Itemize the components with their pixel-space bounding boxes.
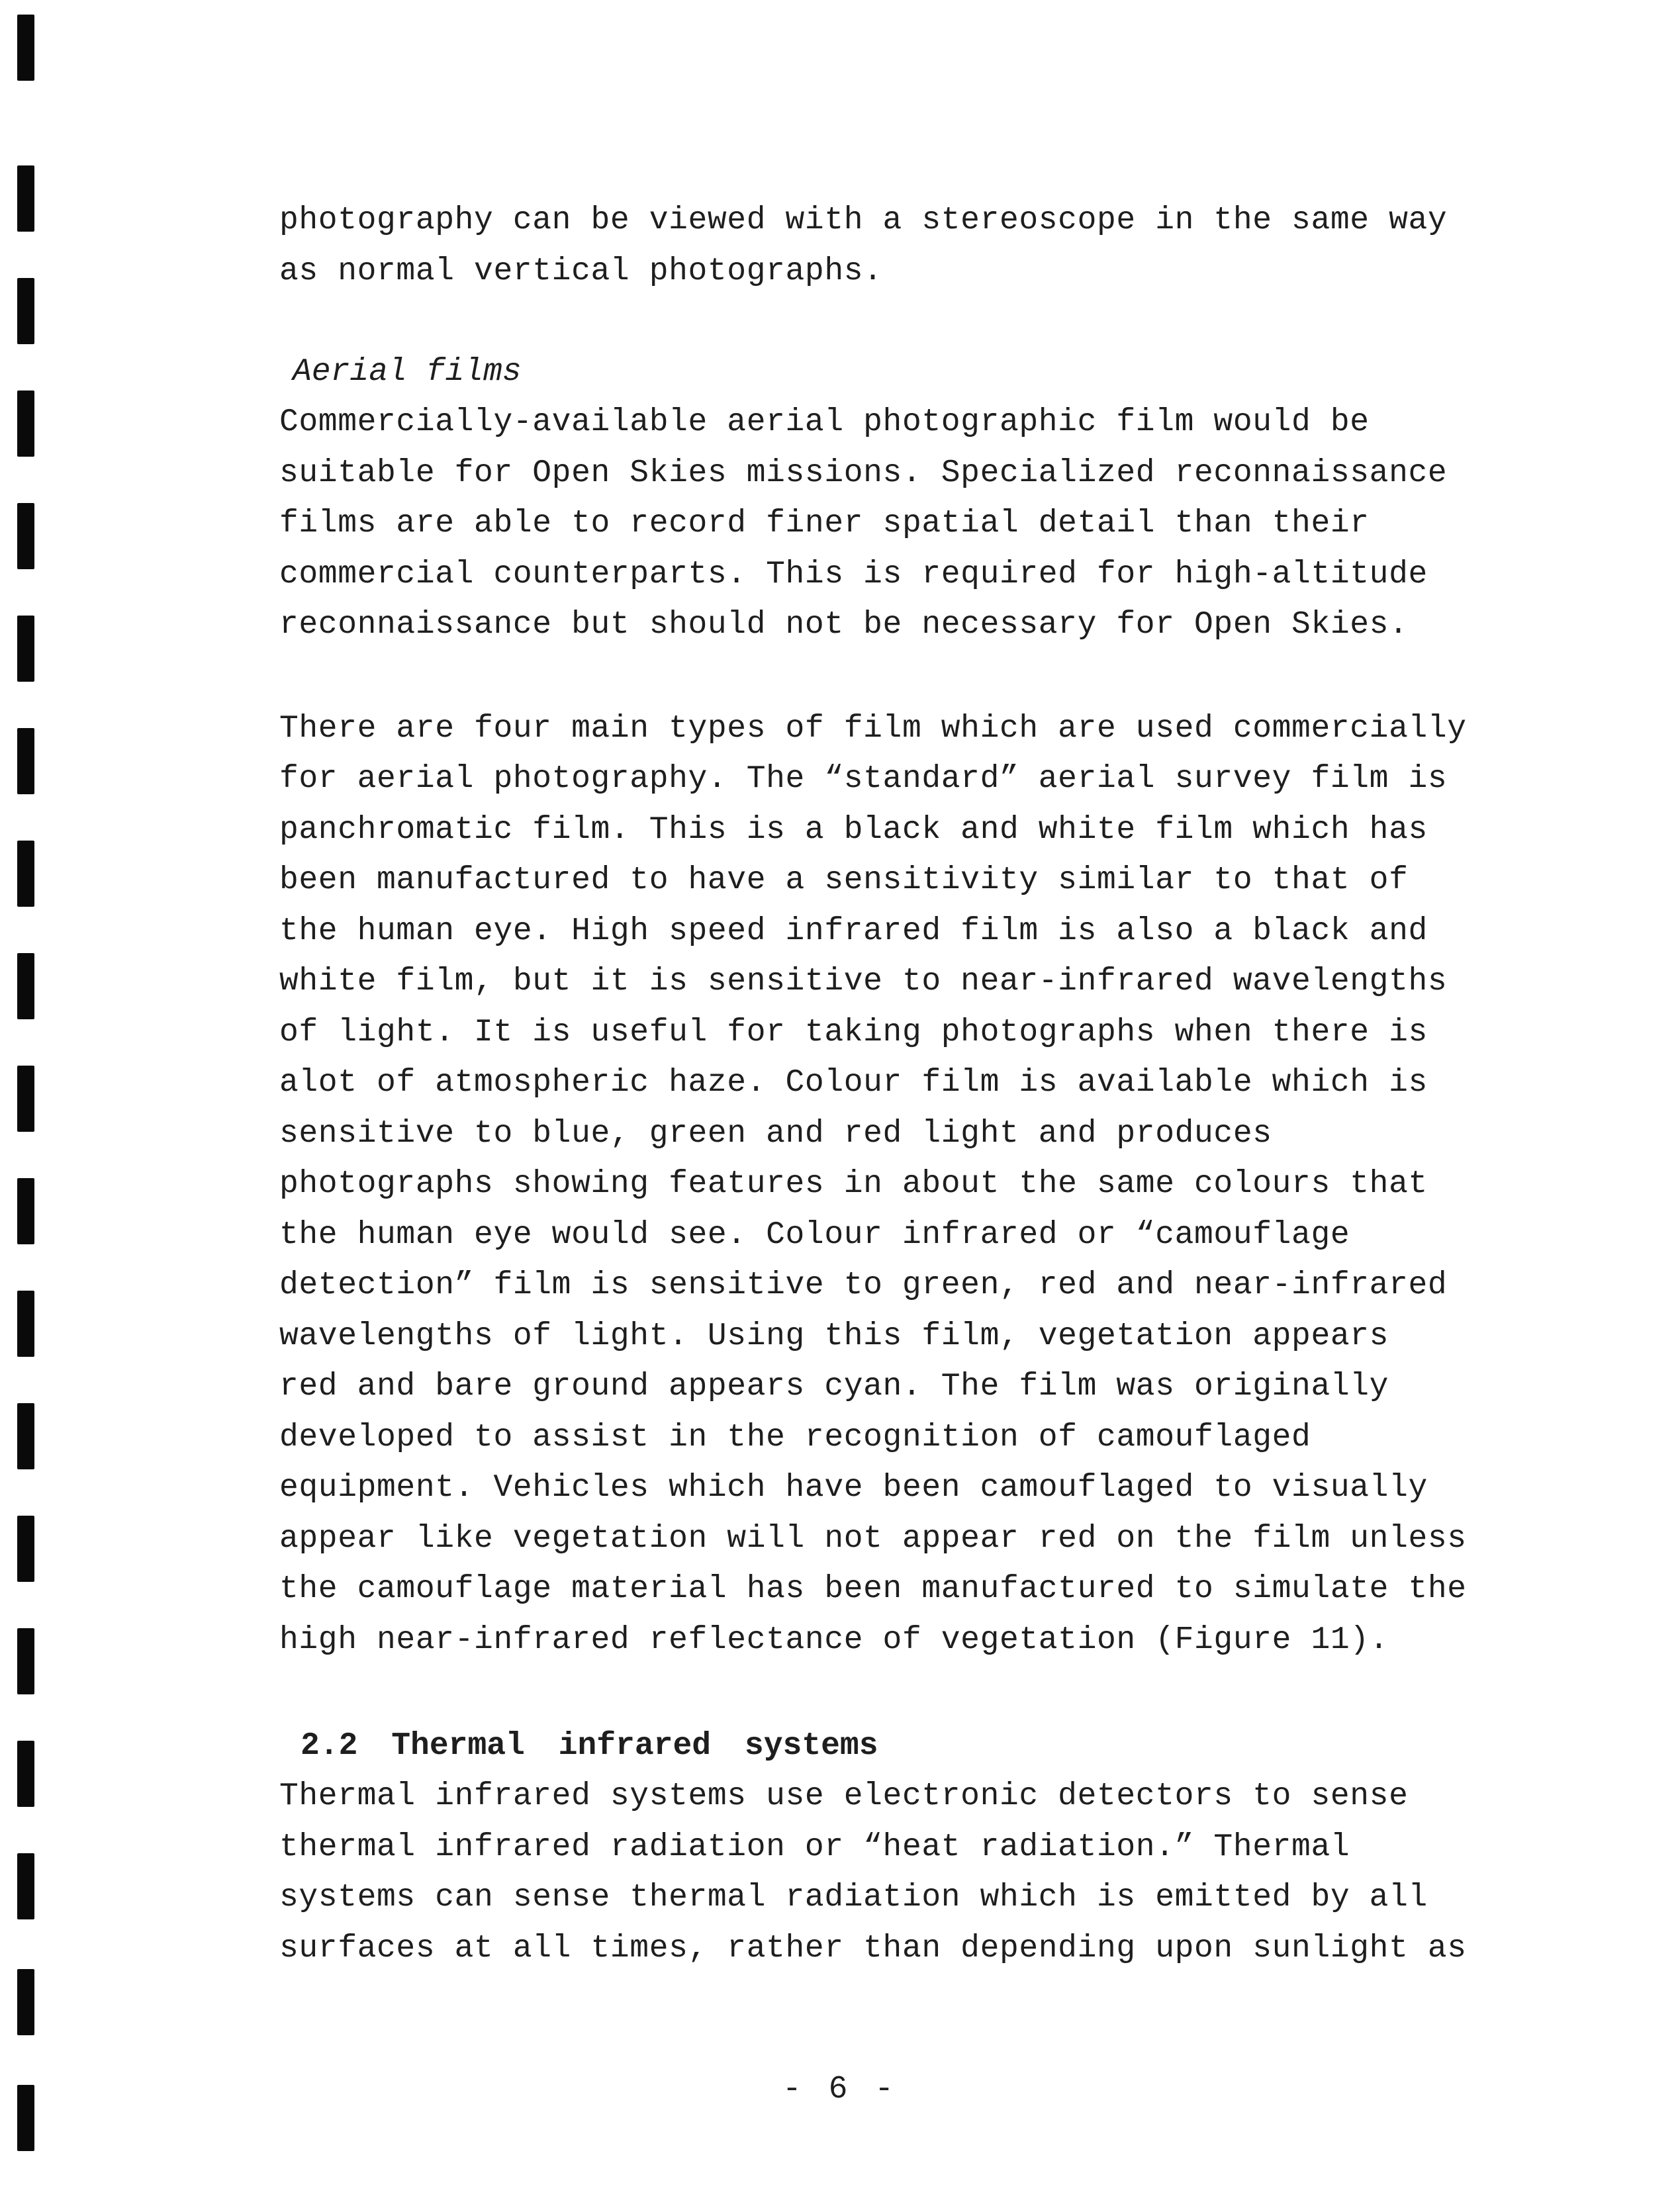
spacer: [279, 1665, 1497, 1721]
paragraph-film-types: There are four main types of film which are used commercially for aerial photography. The “standard” aerial survey film is panchromatic film. This is a black and white film which has been manufactured to have a sensitivity similar to that of the human eye. High speed infrared film is also a black and white film, but it is sensitive to near-infrared wavelengths of light. It is useful for taking photographs when there is alot of atmospheric haze. Colour film is available which is sensitive to blue, green and red light and produces photographs showing features in about the same colours that the human eye would see. Colour infrared or “camouflage detection” film is sensitive to green, red and near-infrared wavelengths of light. Using this film, vegetation appears red and bare ground appears cyan. The film was originally developed to assist in the recognition of camouflaged equipment. Vehicles which have been camouflaged to visually appear like vegetation will not appear red on the film unless the camouflage material has been manufactured to simulate the high near-infrared reflectance of vegetation (Figure 11).: [279, 710, 1467, 1658]
binder-mark: [17, 1066, 34, 1132]
binder-mark: [17, 1741, 34, 1807]
binder-mark: [17, 616, 34, 682]
binder-mark: [17, 728, 34, 794]
binder-marks: [17, 0, 34, 2206]
binder-mark: [17, 391, 34, 457]
spacer: [279, 297, 1497, 347]
page-number: - 6 -: [782, 2072, 898, 2107]
binder-mark: [17, 165, 34, 232]
spacer: [279, 651, 1497, 704]
paragraph-thermal-infrared: Thermal infrared systems use electronic detectors to sense thermal infrared radiation or “heat radiation.” Thermal systems can sense thermal radiation which is emitted by all surfaces at all times, rather than depending upon sunlight as: [279, 1778, 1467, 1966]
binder-mark: [17, 841, 34, 907]
binder-mark: [17, 503, 34, 569]
section-heading-thermal: 2.2 Thermal infrared systems: [301, 1728, 878, 1764]
subheading-aerial-films: Aerial films: [293, 354, 522, 390]
page-body: [279, 195, 1497, 1974]
binder-mark: [17, 1853, 34, 1919]
paragraph-aerial-films: Commercially-available aerial photographic film would be suitable for Open Skies missions. Specialized reconnaissance films are able to record finer spatial detail than their commercial counterparts. This is required for high-altitude reconnaissance but should not be necessary for Open Skies.: [279, 404, 1448, 643]
binder-mark: [17, 1516, 34, 1582]
binder-mark: [17, 15, 34, 81]
paragraph-stereoscope: photography can be viewed with a stereoscope in the same way as normal vertical photographs.: [279, 203, 1448, 289]
binder-mark: [17, 278, 34, 344]
binder-mark: [17, 1291, 34, 1357]
binder-mark: [17, 1628, 34, 1694]
binder-mark: [17, 953, 34, 1019]
binder-mark: [17, 1969, 34, 2035]
binder-mark: [17, 1403, 34, 1469]
binder-mark: [17, 1178, 34, 1244]
